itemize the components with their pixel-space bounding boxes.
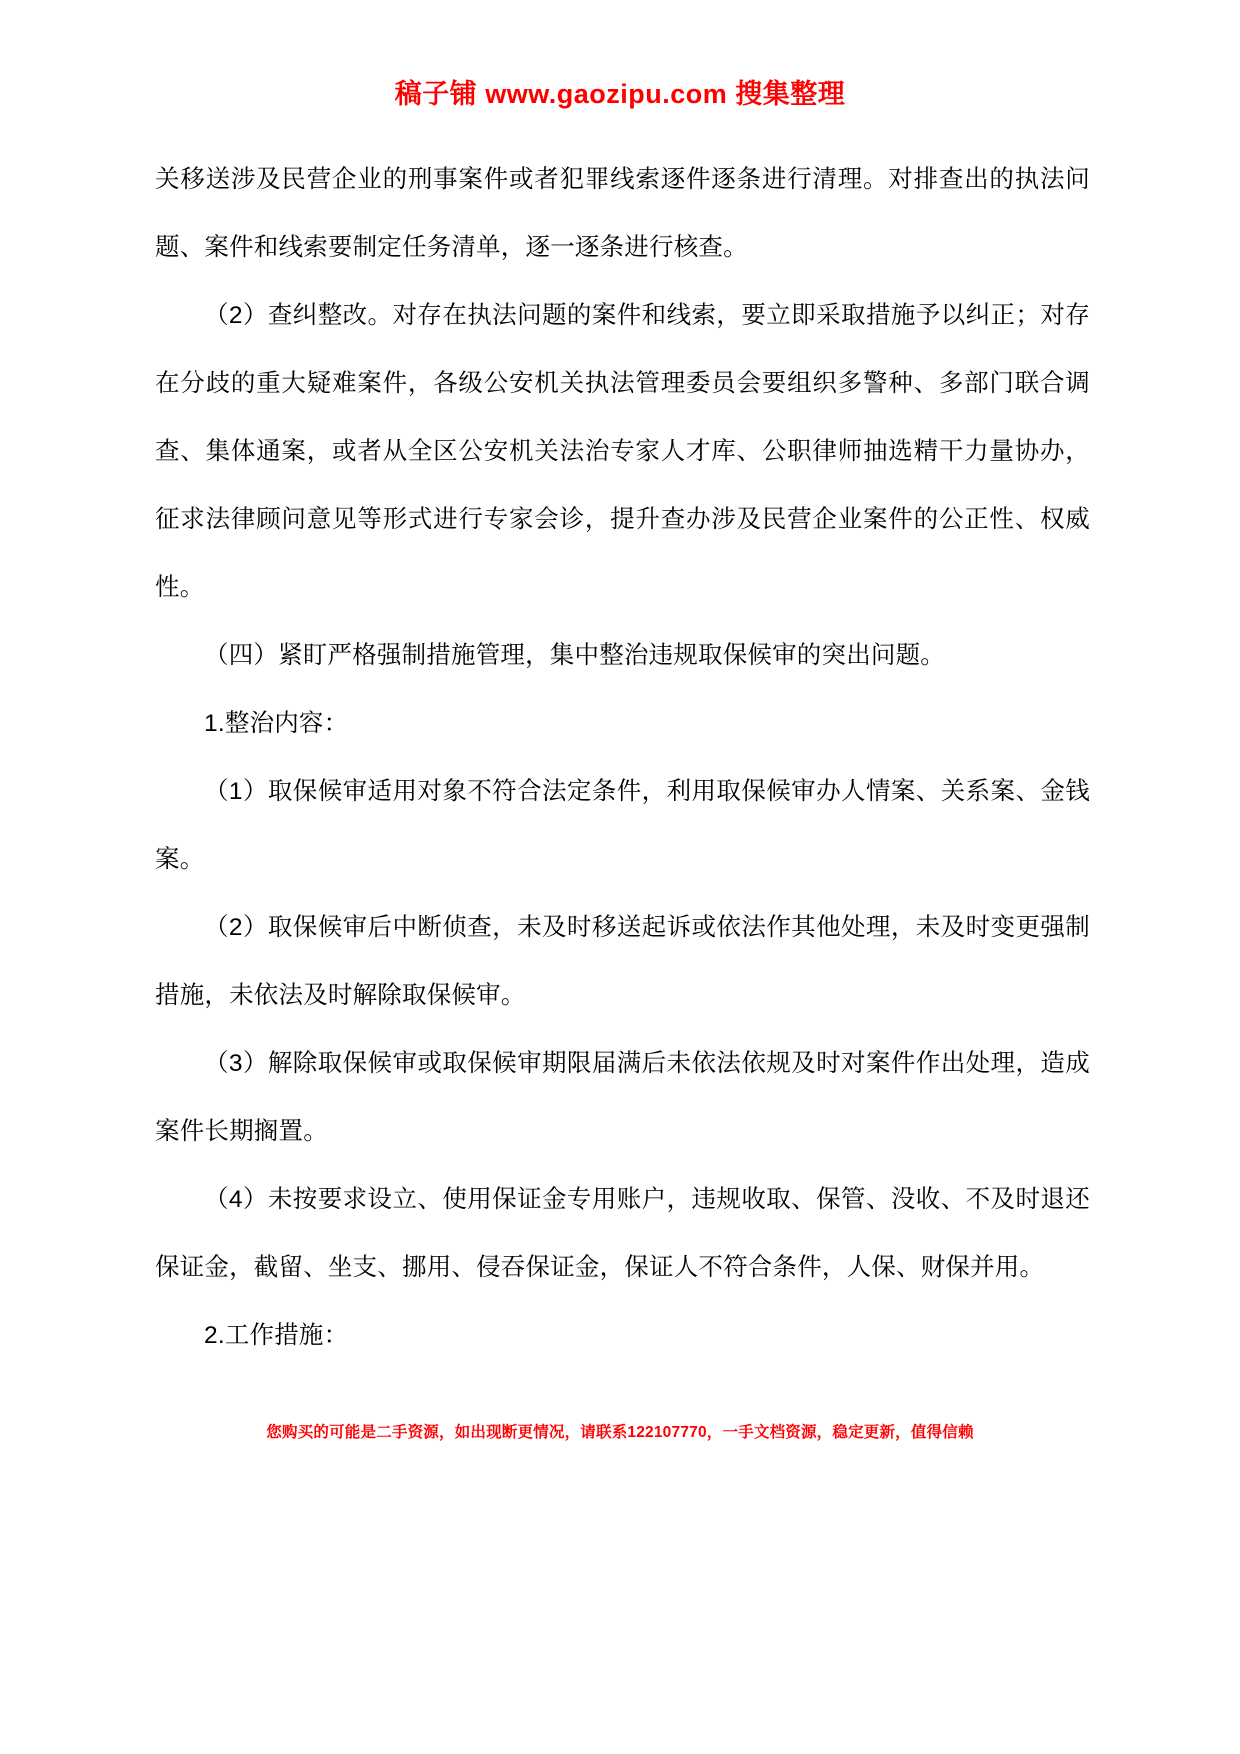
paragraph: 1.整治内容： (204, 710, 349, 737)
paragraph: （3）解除取保候审或取保候审期限届满后未依法依规及时对案件作出处理，造成案件长期搁置。 (155, 1050, 1090, 1145)
paragraph: （2）查纠整改。对存在执法问题的案件和线索，要立即采取措施予以纠正；对存在分歧的重大疑难案件，各级公安机关执法管理委员会要组织多警种、多部门联合调查、集体通案，或者从全区公安机关法治专家人才库、公职律师抽选精干力量协办，征求法律顾问意见等形式进行专家会诊，提升查办涉及民营企业案件的公正性、权威性。 (155, 302, 1090, 601)
paragraph: （2）取保候审后中断侦查，未及时移送起诉或依法作其他处理，未及时变更强制措施，未依法及时解除取保候审。 (155, 914, 1090, 1009)
paragraph: 关移送涉及民营企业的刑事案件或者犯罪线索逐件逐条进行清理。对排查出的执法问题、案件和线索要制定任务清单，逐一逐条进行核查。 (155, 166, 1090, 261)
paragraph: （4）未按要求设立、使用保证金专用账户，违规收取、保管、没收、不及时退还保证金，截留、坐支、挪用、侵吞保证金，保证人不符合条件，人保、财保并用。 (155, 1186, 1090, 1281)
site-watermark-header: 稿子铺 www.gaozipu.com 搜集整理 (394, 79, 846, 109)
paragraph: （1）取保候审适用对象不符合法定条件，利用取保候审办人情案、关系案、金钱案。 (155, 778, 1090, 873)
footer-disclaimer-note: 您购买的可能是二手资源，如出现断更情况，请联系122107770，一手文档资源，稳定更新，值得信赖 (266, 1424, 974, 1441)
document-body (155, 146, 1090, 1370)
paragraph: （四）紧盯严格强制措施管理，集中整治违规取保候审的突出问题。 (204, 642, 945, 669)
paragraph: 2.工作措施： (204, 1322, 349, 1349)
